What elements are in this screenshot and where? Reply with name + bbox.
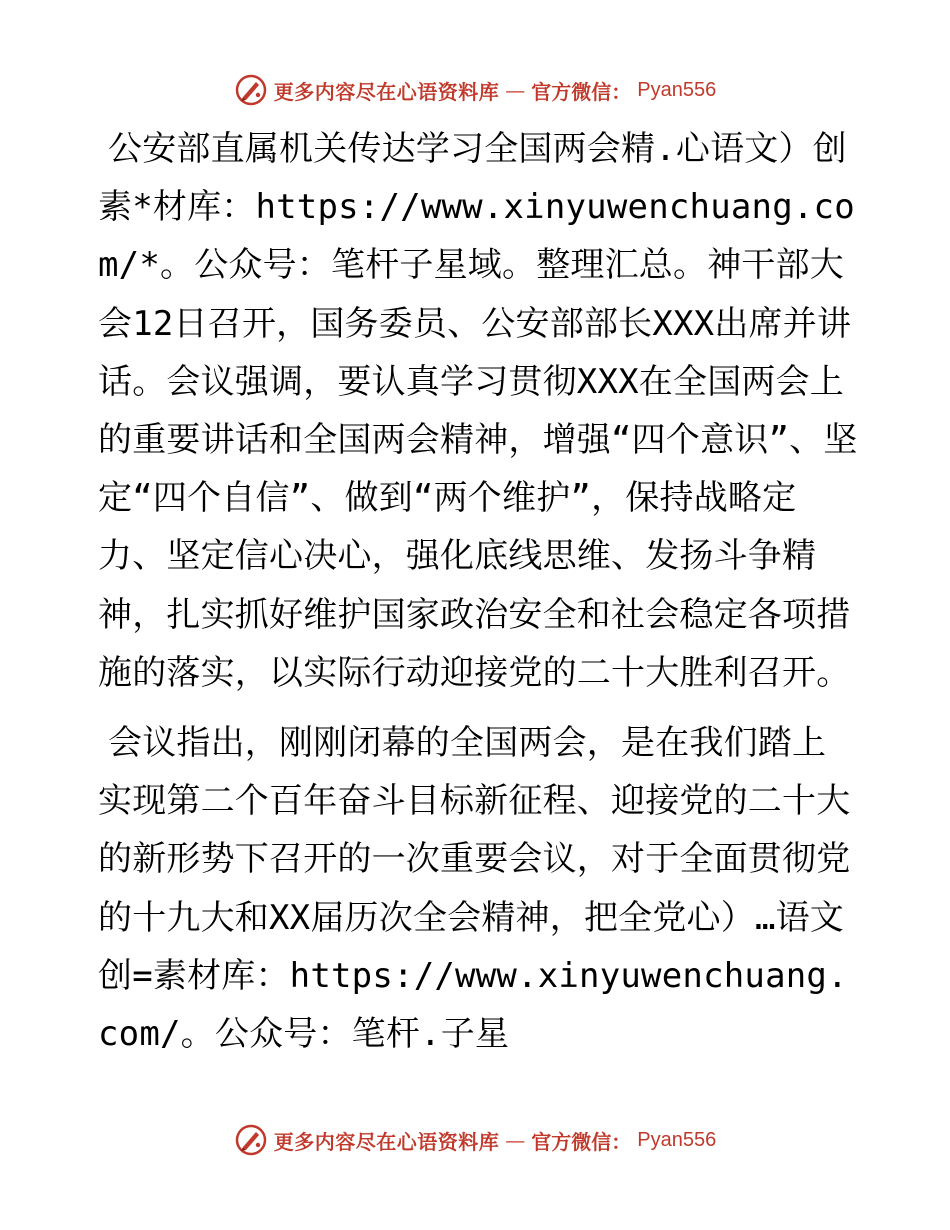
brand-watermark-footer: [234, 1123, 716, 1157]
brand-text: 更多内容尽在心语资料库: [273, 79, 500, 104]
page-footer-watermark: [0, 1120, 950, 1160]
wechat-id: Pyan556: [637, 78, 717, 101]
document-body: [98, 120, 858, 1063]
brand-watermark: [234, 73, 716, 107]
pen-logo-icon: [234, 1123, 268, 1157]
official-wechat-label-footer: 官方微信：: [531, 1129, 632, 1154]
official-wechat-label: 官方微信：: [531, 79, 632, 104]
page-header-watermark: [0, 70, 950, 110]
paragraph-2: 会议指出，刚刚闭幕的全国两会，是在我们踏上实现第二个百年奋斗目标新征程、迎接党的二十大的新形势下召开的一次重要会议，对于全面贯彻党的十九大和XX届历次全会精神，把全党心）…语文创=素材库：https://www.xinyuwenchuang.com/。公众号：笔杆.子星: [98, 723, 851, 1055]
brand-separator-footer: —: [505, 1128, 526, 1152]
brand-text-footer: 更多内容尽在心语资料库: [273, 1129, 500, 1154]
pen-logo-icon: [234, 73, 268, 107]
brand-separator: —: [505, 78, 526, 102]
wechat-id-footer: Pyan556: [637, 1128, 717, 1151]
paragraph-1: 公安部直属机关传达学习全国两会精.心语文）创素*材库：https://www.xinyuwenchuang.com/*。公众号：笔杆子星域。整理汇总。神干部大会12日召开，国务委员、公安部部长XXX出席并讲话。会议强调，要认真学习贯彻XXX在全国两会上的重要讲话和全国两会精神，增强“四个意识”、坚定“四个自信”、做到“两个维护”，保持战略定力、坚定信心决心，强化底线思维、发扬斗争精神，扎实抓好维护国家政治安全和社会稳定各项措施的落实，以实际行动迎接党的二十大胜利召开。: [98, 129, 858, 693]
